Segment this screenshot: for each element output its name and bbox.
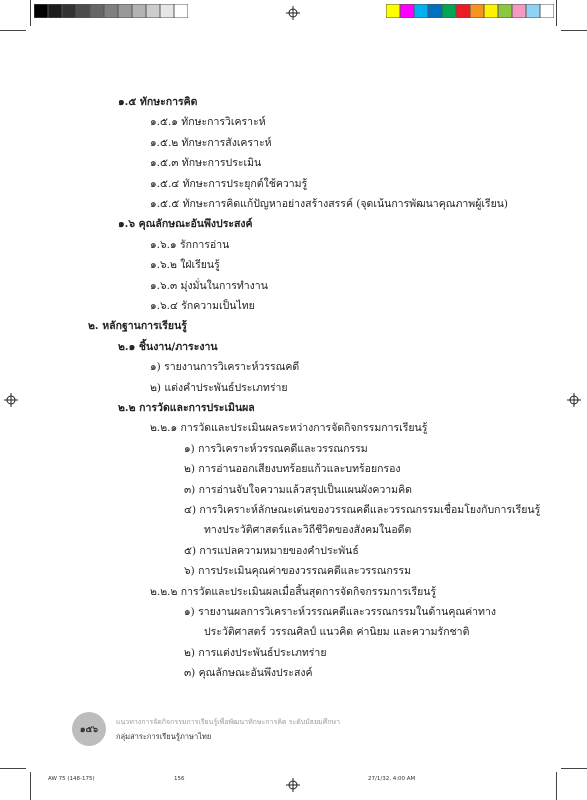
section-heading: ๒. หลักฐานการเรียนรู้ — [88, 320, 187, 332]
section-heading: ๒.๒ การวัดและการประเมินผล — [118, 402, 255, 414]
outline-item: ๑.๕.๒ ทักษะการสังเคราะห์ — [150, 137, 272, 149]
outline-item: ประวัติศาสตร์ วรรณศิลป์ แนวคิด ค่านิยม และความรักชาติ — [204, 626, 470, 638]
outline-item: ๑.๕.๑ ทักษะการวิเคราะห์ — [150, 116, 266, 128]
color-swatch — [484, 4, 498, 18]
page-number-badge — [72, 712, 106, 746]
gray-swatch — [104, 4, 118, 18]
crop-mark-tr-h — [561, 30, 587, 31]
footer-subject-group: กลุ่มสาระการเรียนรู้ภาษาไทย — [116, 732, 212, 741]
gray-swatch — [62, 4, 76, 18]
outline-item: ๑.๖.๒ ใฝ่เรียนรู้ — [150, 259, 220, 271]
color-swatch — [400, 4, 414, 18]
outline-item: ๑.๖.๔ รักความเป็นไทย — [150, 300, 255, 312]
gray-swatch — [146, 4, 160, 18]
outline-item: ๓) การอ่านจับใจความแล้วสรุปเป็นแผนผังความคิด — [184, 484, 412, 496]
section-heading: ๒.๑ ชิ้นงาน/ภาระงาน — [118, 341, 218, 353]
outline-item: ๑) รายงานผลการวิเคราะห์วรรณคดีและวรรณกรรมในด้านคุณค่าทาง — [184, 606, 496, 618]
outline-item: ๒.๒.๑ การวัดและประเมินผลระหว่างการจัดกิจกรรมการเรียนรู้ — [150, 422, 428, 434]
color-bar — [386, 4, 554, 18]
outline-item: ๑) การวิเคราะห์วรรณคดีและวรรณกรรม — [184, 443, 368, 455]
color-swatch — [526, 4, 540, 18]
page-number: ๑๕๖ — [79, 725, 99, 735]
section-heading: ๑.๖ คุณลักษณะอันพึงประสงค์ — [118, 218, 253, 230]
outline-item: ๑.๕.๓ ทักษะการประเมิน — [150, 157, 262, 169]
gray-swatch — [174, 4, 188, 18]
outline-item: ๒.๒.๒ การวัดและประเมินผลเมื่อสิ้นสุดการจัดกิจกรรมการเรียนรู้ — [150, 586, 437, 598]
outline-item: ทางประวัติศาสตร์และวิถีชีวิตของสังคมในอดีต — [204, 524, 412, 536]
color-swatch — [428, 4, 442, 18]
outline-item: ๓) คุณลักษณะอันพึงประสงค์ — [184, 667, 313, 679]
registration-mark-top-icon — [286, 6, 300, 20]
outline-item: ๕) การแปลความหมายของคำประพันธ์ — [184, 545, 359, 557]
outline-item: ๑.๖.๓ มุ่งมั่นในการทำงาน — [150, 280, 268, 292]
section-heading: ๑.๕ ทักษะการคิด — [118, 96, 198, 108]
color-swatch — [512, 4, 526, 18]
slug-page: 156 — [174, 776, 185, 782]
color-swatch — [540, 4, 554, 18]
registration-mark-left-icon — [4, 393, 18, 407]
crop-mark-bl-h — [0, 768, 26, 769]
registration-mark-bottom-icon — [286, 778, 300, 792]
slug-file: AW 75 (148-175) — [48, 776, 95, 782]
color-swatch — [470, 4, 484, 18]
outline-item: ๒) แต่งคำประพันธ์ประเภทร่าย — [150, 382, 288, 394]
registration-mark-right-icon — [567, 393, 581, 407]
crop-mark-tl-v — [30, 0, 31, 26]
color-swatch — [414, 4, 428, 18]
gray-swatch — [90, 4, 104, 18]
outline-item: ๔) การวิเคราะห์ลักษณะเด่นของวรรณคดีและวรรณกรรมเชื่อมโยงกับการเรียนรู้ — [184, 504, 541, 516]
crop-mark-br-h — [561, 768, 587, 769]
color-swatch — [498, 4, 512, 18]
color-swatch — [442, 4, 456, 18]
outline-item: ๒) การอ่านออกเสียงบทร้อยแก้วและบทร้อยกรอง — [184, 463, 401, 475]
gray-swatch — [76, 4, 90, 18]
gray-swatch — [132, 4, 146, 18]
outline-item: ๑.๖.๑ รักการอ่าน — [150, 239, 230, 251]
crop-mark-tr-v — [556, 0, 557, 26]
outline-item: ๒) การแต่งประพันธ์ประเภทร่าย — [184, 647, 327, 659]
crop-mark-bl-v — [30, 772, 31, 800]
outline-item: ๖) การประเมินคุณค่าของวรรณคดีและวรรณกรรม — [184, 565, 411, 577]
outline-item: ๑) รายงานการวิเคราะห์วรรณคดี — [150, 361, 300, 373]
crop-mark-tl-h — [0, 30, 26, 31]
grayscale-bar — [34, 4, 188, 18]
slug-date: 27/1/32, 4:00 AM — [368, 776, 416, 782]
gray-swatch — [118, 4, 132, 18]
outline-item: ๑.๕.๕ ทักษะการคิดแก้ปัญหาอย่างสร้างสรรค์ (จุดเน้นการพัฒนาคุณภาพผู้เรียน) — [150, 198, 508, 210]
gray-swatch — [34, 4, 48, 18]
gray-swatch — [48, 4, 62, 18]
color-swatch — [456, 4, 470, 18]
outline-item: ๑.๕.๔ ทักษะการประยุกต์ใช้ความรู้ — [150, 178, 308, 190]
color-swatch — [386, 4, 400, 18]
gray-swatch — [160, 4, 174, 18]
footer-series-title: แนวทางการจัดกิจกรรมการเรียนรู้เพื่อพัฒนาทักษะการคิด ระดับมัธยมศึกษา — [116, 718, 341, 726]
crop-mark-br-v — [556, 772, 557, 800]
